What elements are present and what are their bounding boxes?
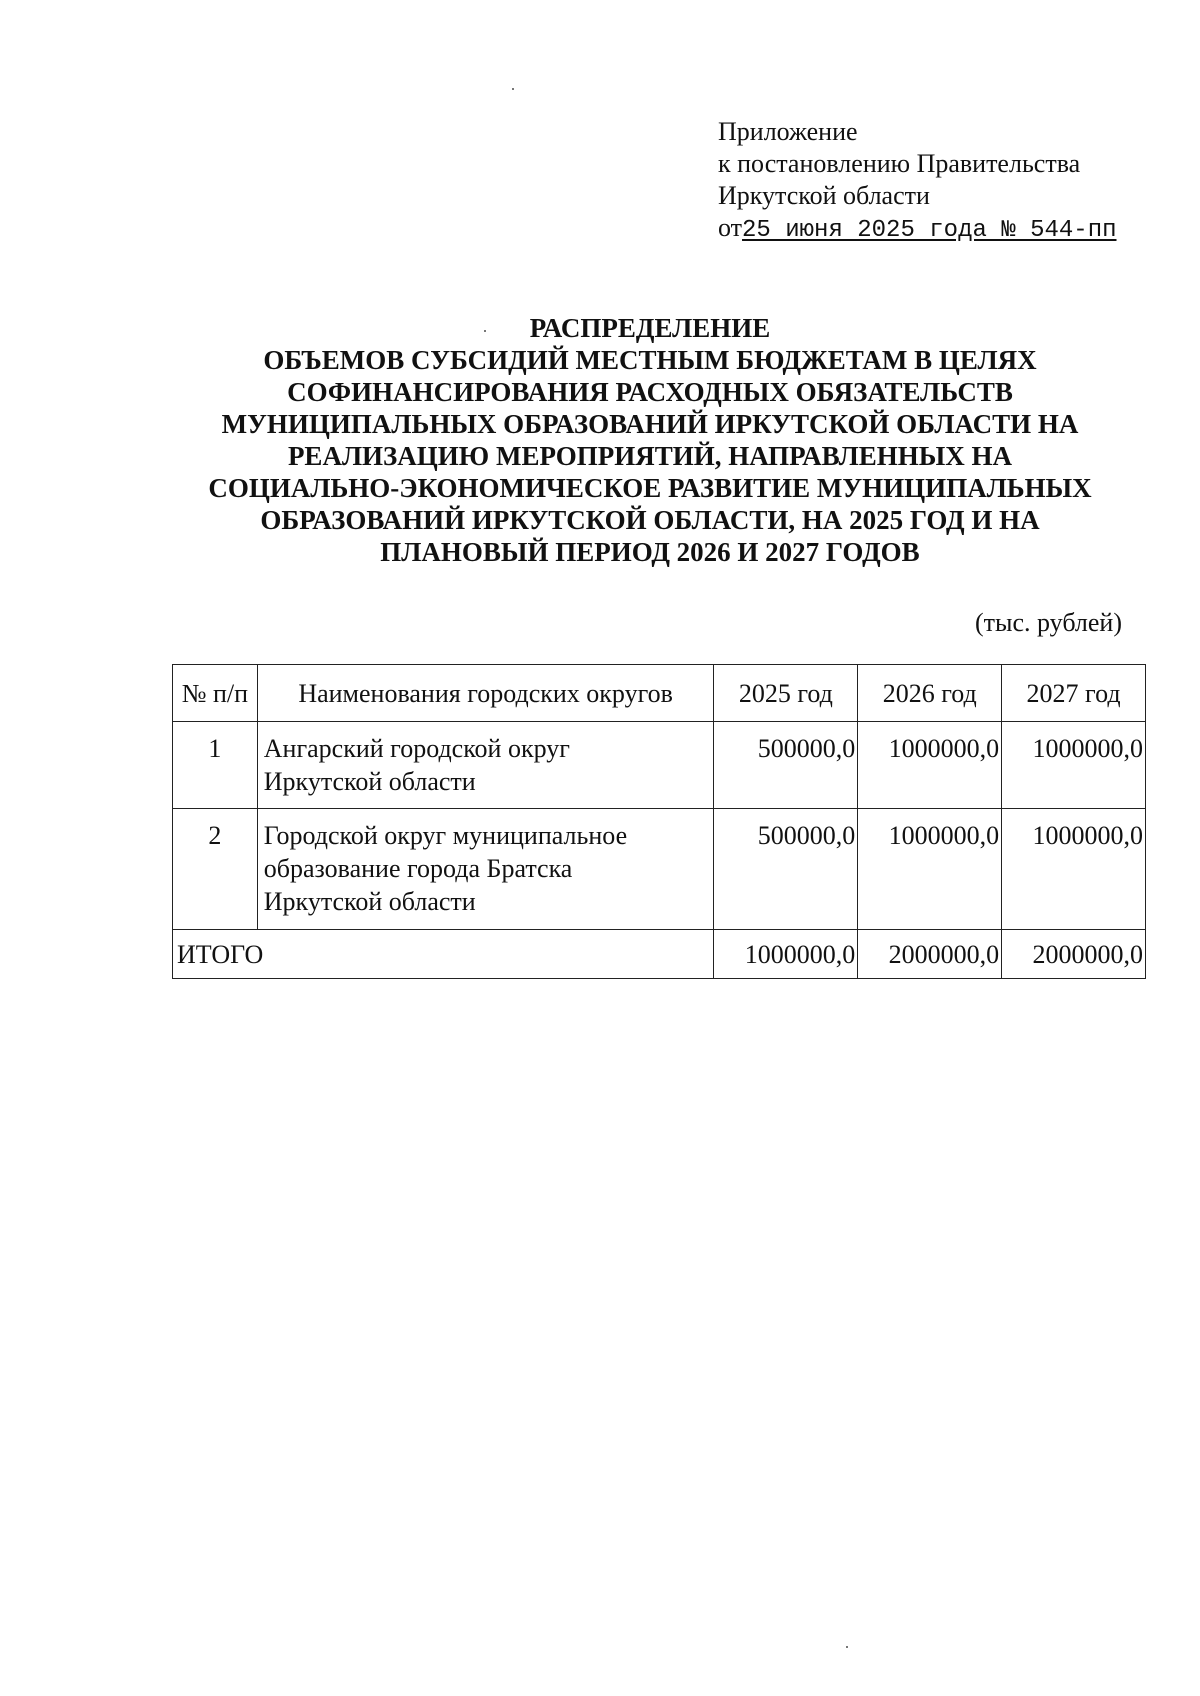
appendix-date-fill: 25 июня 2025 года № 544-пп: [742, 217, 1117, 244]
document-title: [150, 312, 1150, 568]
name-line: Иркутской области: [263, 767, 476, 796]
table-header-row: [173, 665, 1146, 722]
header-district-name: Наименования городских округов: [257, 665, 714, 722]
row-value-2027: 1000000,0: [1002, 722, 1146, 809]
scan-speck: [846, 1646, 848, 1648]
row-number: 2: [173, 809, 258, 930]
row-value-2027: 1000000,0: [1002, 809, 1146, 930]
name-line: образование города Братска: [263, 854, 573, 883]
appendix-date-line: [718, 212, 1117, 247]
header-2027: 2027 год: [1002, 665, 1146, 722]
title-line: ОБЪЕМОВ СУБСИДИЙ МЕСТНЫМ БЮДЖЕТАМ В ЦЕЛЯХ: [263, 345, 1037, 375]
total-label: ИТОГО: [173, 930, 714, 979]
name-line: Иркутской области: [263, 887, 476, 916]
title-line: СОЦИАЛЬНО-ЭКОНОМИЧЕСКОЕ РАЗВИТИЕ МУНИЦИПАЛЬНЫХ: [208, 473, 1092, 503]
table-total-row: [173, 930, 1146, 979]
title-line: ПЛАНОВЫЙ ПЕРИОД 2026 И 2027 ГОДОВ: [380, 537, 920, 567]
total-value-2025: 1000000,0: [714, 930, 858, 979]
header-number: № п/п: [173, 665, 258, 722]
row-value-2025: 500000,0: [714, 809, 858, 930]
name-line: Ангарский городской округ: [263, 734, 570, 763]
appendix-line-3: Иркутской области: [718, 181, 930, 210]
scan-speck: [512, 88, 514, 90]
name-line: Городской округ муниципальное: [263, 821, 628, 850]
table-row: [173, 809, 1146, 930]
appendix-line-2: к постановлению Правительства: [718, 149, 1081, 178]
total-value-2026: 2000000,0: [858, 930, 1002, 979]
appendix-block: [718, 116, 1117, 247]
row-number: 1: [173, 722, 258, 809]
table-row: [173, 722, 1146, 809]
distribution-table: [172, 664, 1146, 979]
header-2026: 2026 год: [858, 665, 1002, 722]
row-value-2025: 500000,0: [714, 722, 858, 809]
header-2025: 2025 год: [714, 665, 858, 722]
title-line: СОФИНАНСИРОВАНИЯ РАСХОДНЫХ ОБЯЗАТЕЛЬСТВ: [287, 377, 1013, 407]
title-line: РЕАЛИЗАЦИЮ МЕРОПРИЯТИЙ, НАПРАВЛЕННЫХ НА: [287, 441, 1013, 471]
row-district-name: [257, 809, 714, 930]
title-line: ОБРАЗОВАНИЙ ИРКУТСКОЙ ОБЛАСТИ, НА 2025 ГОД И НА: [260, 505, 1040, 535]
row-district-name: [257, 722, 714, 809]
appendix-line-1: Приложение: [718, 117, 858, 146]
total-value-2027: 2000000,0: [1002, 930, 1146, 979]
title-line: РАСПРЕДЕЛЕНИЕ: [529, 313, 771, 343]
row-value-2026: 1000000,0: [858, 722, 1002, 809]
units-label: (тыс. рублей): [974, 608, 1122, 637]
title-line: МУНИЦИПАЛЬНЫХ ОБРАЗОВАНИЙ ИРКУТСКОЙ ОБЛАСТИ НА: [221, 409, 1079, 439]
appendix-date-prefix: от: [718, 213, 743, 242]
row-value-2026: 1000000,0: [858, 809, 1002, 930]
